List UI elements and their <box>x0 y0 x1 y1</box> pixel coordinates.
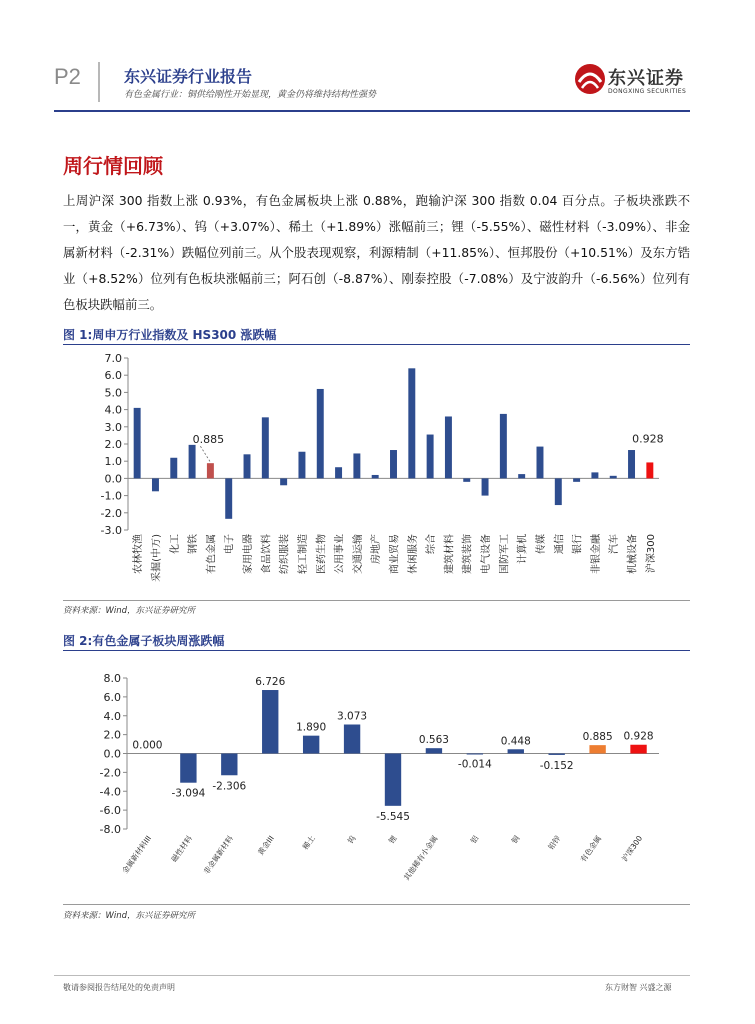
annotation-label: 0.885 <box>192 433 225 447</box>
bar-通信 <box>555 478 562 505</box>
bar-其他稀有小金属 <box>426 748 442 753</box>
bar-综合 <box>427 435 434 479</box>
bar-建筑装饰 <box>463 478 470 481</box>
bar-化工 <box>170 458 177 479</box>
bar-非金属新材料 <box>221 754 237 776</box>
annotation-label: 0.928 <box>632 432 664 446</box>
figure1-source: 资料来源：Wind，东兴证券研究所 <box>63 606 196 616</box>
bar-汽车 <box>610 476 617 479</box>
bar-非银金融 <box>591 472 598 478</box>
y-tick-label: 0.0 <box>104 472 122 486</box>
y-tick-label: -6.0 <box>99 804 121 818</box>
value-label: 0.448 <box>500 735 531 748</box>
category-label: 房地产 <box>371 534 383 564</box>
value-label: 0.885 <box>582 731 613 744</box>
value-label: 1.890 <box>296 721 327 734</box>
figure1-title: 图 1:周申万行业指数及 HS300 涨跌幅 <box>63 328 277 342</box>
bar-轻工制造 <box>298 452 305 479</box>
bar-公用事业 <box>335 467 342 478</box>
category-label: 沪深300 <box>619 833 645 864</box>
category-label: 建筑材料 <box>444 534 456 574</box>
category-label: 沪深300 <box>645 534 657 574</box>
bar-沪深300 <box>646 462 653 478</box>
bar-计算机 <box>518 474 525 478</box>
bar-有色金属 <box>589 745 605 753</box>
bar-家用电器 <box>244 454 251 478</box>
category-label: 商业贸易 <box>389 534 401 574</box>
brand-name: 东兴证券 <box>608 68 684 89</box>
category-label: 机械设备 <box>627 534 639 574</box>
y-tick-label: -2.0 <box>99 766 121 780</box>
category-label: 综合 <box>426 534 438 554</box>
value-label: -0.152 <box>539 759 574 772</box>
bar-磁性材料 <box>180 754 196 783</box>
category-label: 建筑装饰 <box>462 534 474 574</box>
category-label: 公用事业 <box>334 534 346 574</box>
y-tick-label: 6.0 <box>103 690 121 704</box>
value-label: 6.726 <box>255 676 286 689</box>
category-label: 电气设备 <box>481 534 493 574</box>
category-label: 轻工制造 <box>297 534 309 574</box>
y-tick-label: 0.0 <box>103 747 121 761</box>
category-label: 纺织服装 <box>279 534 291 574</box>
y-tick-label: -4.0 <box>99 785 121 799</box>
category-label: 黄金III <box>256 833 276 857</box>
bar-锂 <box>385 754 401 806</box>
category-label: 化工 <box>169 534 181 554</box>
header-divider <box>98 62 100 102</box>
value-label: 3.073 <box>337 710 368 723</box>
category-label: 钢铁 <box>188 534 200 554</box>
bar-农林牧渔 <box>134 408 141 479</box>
bar-食品饮料 <box>262 417 269 478</box>
category-label: 非银金融 <box>590 534 602 574</box>
bar-铝 <box>467 754 483 755</box>
y-tick-label: -2.0 <box>100 506 122 520</box>
category-label: 医药生物 <box>316 534 328 574</box>
category-label: 锂 <box>386 833 399 846</box>
y-tick-label: -8.0 <box>99 823 121 836</box>
page-number: P2 <box>54 64 81 89</box>
bar-国防军工 <box>500 414 507 479</box>
value-label: 0.928 <box>623 730 654 743</box>
report-subtitle: 有色金属行业：铜供给刚性开始显现，黄金仍将维持结构性强势 <box>124 90 377 100</box>
figure1-chart <box>63 346 690 598</box>
bar-钨 <box>344 724 360 753</box>
bar-采掘(中万) <box>152 478 159 491</box>
figure1-title-rule <box>63 344 690 345</box>
figure2-source: 资料来源：Wind，东兴证券研究所 <box>63 911 196 921</box>
figure2-title: 图 2:有色金属子板块周涨跌幅 <box>63 634 225 648</box>
category-label: 休闲服务 <box>407 534 419 574</box>
y-tick-label: 2.0 <box>104 438 122 451</box>
value-label: -5.545 <box>376 810 410 823</box>
y-tick-label: 8.0 <box>103 672 121 685</box>
category-label: 农林牧渔 <box>133 534 145 574</box>
footer-disclaimer: 敬请参阅报告结尾处的免责声明 <box>63 983 175 992</box>
category-label: 稀土 <box>300 833 317 852</box>
y-tick-label: 6.0 <box>104 369 122 383</box>
category-label: 磁性材料 <box>169 833 195 864</box>
category-label: 采掘(中万) <box>151 534 163 582</box>
bar-钢铁 <box>189 445 196 479</box>
figure1-bottom-rule <box>63 600 690 601</box>
value-label: 0.563 <box>418 734 449 747</box>
bar-医药生物 <box>317 389 324 478</box>
category-label: 银行 <box>572 534 584 554</box>
annotation-leader <box>200 446 210 462</box>
category-label: 其他稀有小金属 <box>402 833 440 883</box>
bar-黄金III <box>262 690 278 753</box>
bar-房地产 <box>372 475 379 478</box>
category-label: 铜 <box>509 833 522 846</box>
category-label: 有色金属 <box>206 534 218 574</box>
bar-电气设备 <box>482 478 489 495</box>
y-tick-label: -1.0 <box>100 489 122 503</box>
bar-商业贸易 <box>390 450 397 478</box>
summary-paragraph: 上周沪深 300 指数上涨 0.93%，有色金属板块上涨 0.88%，跑输沪深 300 指数 0.04 百分点。子板块涨跌不一，黄金（+6.73%）、钨（+3.07%）、稀土（+1.89%）涨幅前三；锂（-5.55%）、磁性材料（-3.09%）、非金属新材料（-2.31%）跌幅位列前三。从个股表现观察，利源精制（+11.85%）、恒邦股份（+10.51%）及东方锆业（+8.52%）位列有色板块涨幅前三；阿石创（-8.87%）、刚泰控股（-7.08%）及宁波韵升（-6.56%）位列有色板块跌幅前三。 <box>63 193 690 312</box>
category-label: 有色金属 <box>578 833 604 864</box>
y-tick-label: -3.0 <box>100 524 122 537</box>
y-tick-label: 4.0 <box>103 709 121 723</box>
bar-传媒 <box>537 447 544 479</box>
footer-rule <box>54 975 690 976</box>
value-label: -0.014 <box>457 758 492 771</box>
category-label: 汽车 <box>609 534 621 554</box>
section-title: 周行情回顾 <box>63 154 163 178</box>
bar-银行 <box>573 478 580 481</box>
category-label: 家用电器 <box>243 534 255 574</box>
bar-铜 <box>508 749 524 753</box>
category-label: 计算机 <box>517 534 529 564</box>
bar-电子 <box>225 478 232 518</box>
y-tick-label: 2.0 <box>103 728 121 742</box>
figure2-bottom-rule <box>63 904 690 905</box>
value-label: -2.306 <box>212 780 247 793</box>
category-label: 食品饮料 <box>261 534 273 574</box>
figure2-chart <box>63 652 690 904</box>
figure2-title-rule <box>63 650 690 651</box>
brand-name-en: DONGXING SECURITIES <box>608 88 687 95</box>
y-tick-label: 1.0 <box>104 455 122 469</box>
bar-稀土 <box>303 736 319 754</box>
bar-交通运输 <box>353 453 360 478</box>
bar-机械设备 <box>628 450 635 478</box>
bar-建筑材料 <box>445 416 452 478</box>
bar-休闲服务 <box>408 368 415 478</box>
bar-铅锌 <box>549 754 565 755</box>
category-label: 非金属新材料 <box>201 833 235 877</box>
category-label: 铝 <box>468 833 481 846</box>
category-label: 国防军工 <box>499 534 511 574</box>
report-title: 东兴证券行业报告 <box>124 67 253 86</box>
y-tick-label: 7.0 <box>104 352 122 365</box>
bar-有色金属 <box>207 463 214 478</box>
category-label: 传媒 <box>535 534 547 554</box>
category-label: 金属新材料III <box>120 833 154 876</box>
category-label: 交通运输 <box>352 534 364 574</box>
bar-沪深300 <box>630 745 646 754</box>
value-label: -3.094 <box>171 787 206 800</box>
y-tick-label: 4.0 <box>104 403 122 417</box>
header-rule <box>54 110 690 112</box>
value-label: 0.000 <box>132 739 163 752</box>
category-label: 钨 <box>346 833 358 846</box>
footer-slogan: 东方财智 兴盛之源 <box>605 983 672 992</box>
category-label: 通信 <box>554 534 566 554</box>
y-tick-label: 3.0 <box>104 420 122 434</box>
bar-纺织服装 <box>280 478 287 485</box>
category-label: 铅锌 <box>546 833 563 852</box>
y-tick-label: 5.0 <box>104 386 122 400</box>
category-label: 电子 <box>224 534 236 554</box>
